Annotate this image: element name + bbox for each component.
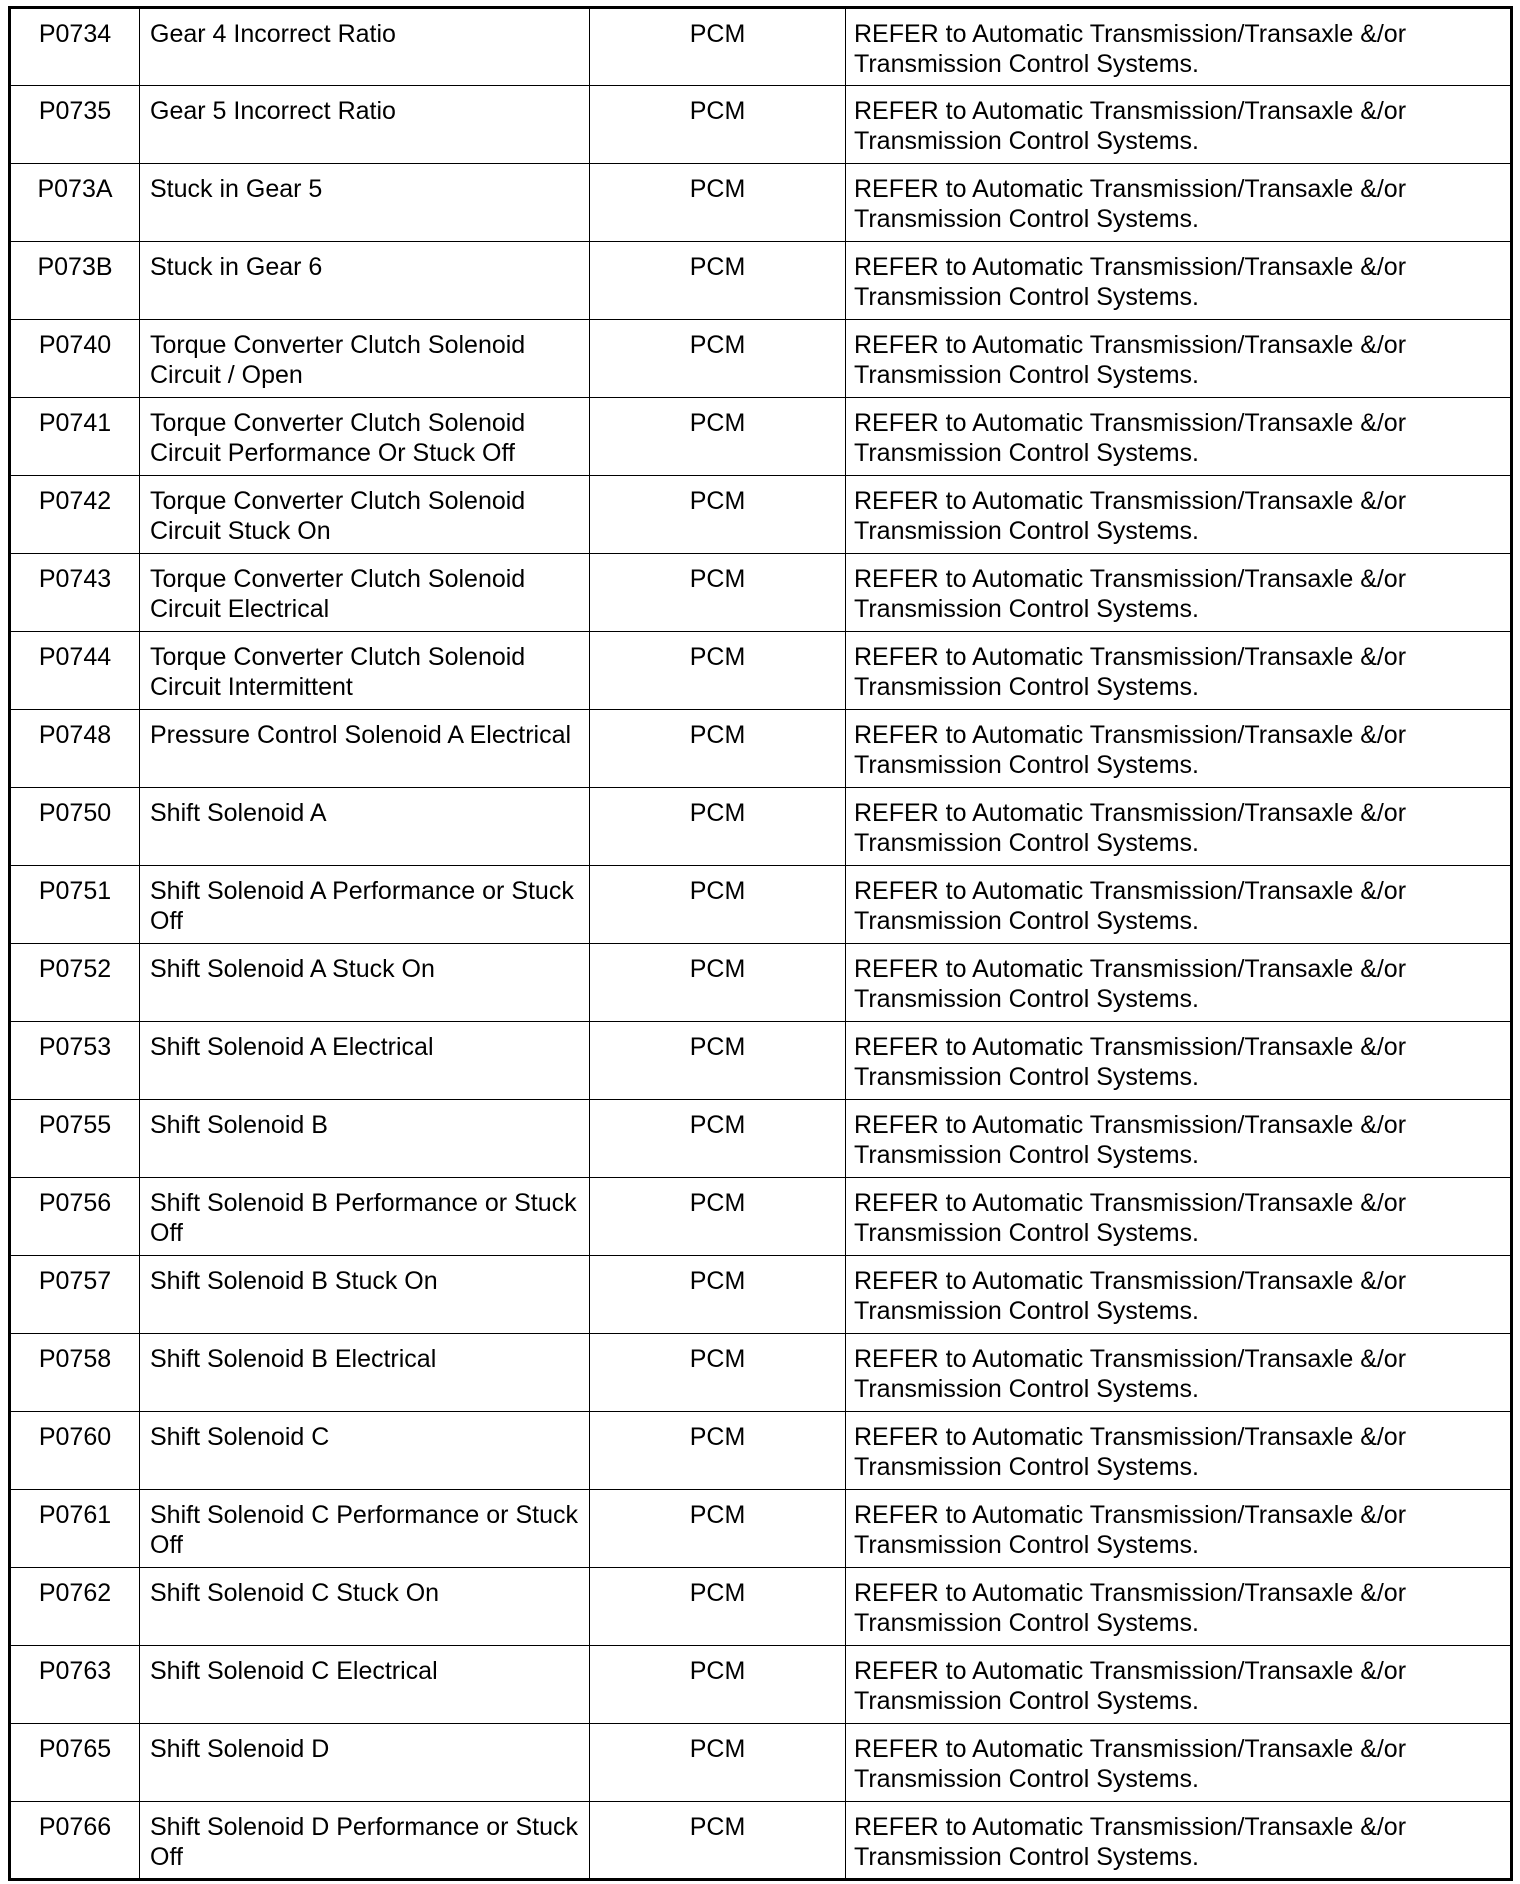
dtc-code: P0750	[10, 788, 140, 866]
dtc-module: PCM	[590, 1724, 846, 1802]
dtc-action: REFER to Automatic Transmission/Transaxle &/or Transmission Control Systems.	[846, 1646, 1512, 1724]
table-row	[10, 1100, 1512, 1178]
dtc-description: Shift Solenoid A Performance or Stuck Off	[140, 866, 590, 944]
dtc-code: P0755	[10, 1100, 140, 1178]
table-row	[10, 788, 1512, 866]
dtc-description: Shift Solenoid B Performance or Stuck Off	[140, 1178, 590, 1256]
table-row	[10, 632, 1512, 710]
table-row	[10, 1802, 1512, 1880]
table-row	[10, 1412, 1512, 1490]
dtc-module: PCM	[590, 1022, 846, 1100]
dtc-code: P0765	[10, 1724, 140, 1802]
dtc-code: P0741	[10, 398, 140, 476]
table-row	[10, 1490, 1512, 1568]
dtc-description: Shift Solenoid B Stuck On	[140, 1256, 590, 1334]
dtc-description: Shift Solenoid C Performance or Stuck Off	[140, 1490, 590, 1568]
dtc-action: REFER to Automatic Transmission/Transaxle &/or Transmission Control Systems.	[846, 164, 1512, 242]
dtc-action: REFER to Automatic Transmission/Transaxle &/or Transmission Control Systems.	[846, 866, 1512, 944]
dtc-action: REFER to Automatic Transmission/Transaxle &/or Transmission Control Systems.	[846, 710, 1512, 788]
dtc-description: Shift Solenoid D	[140, 1724, 590, 1802]
table-row	[10, 1178, 1512, 1256]
dtc-code: P0763	[10, 1646, 140, 1724]
dtc-module: PCM	[590, 320, 846, 398]
dtc-description: Pressure Control Solenoid A Electrical	[140, 710, 590, 788]
dtc-code: P0740	[10, 320, 140, 398]
dtc-module: PCM	[590, 242, 846, 320]
dtc-module: PCM	[590, 944, 846, 1022]
dtc-action: REFER to Automatic Transmission/Transaxle &/or Transmission Control Systems.	[846, 788, 1512, 866]
table-row	[10, 164, 1512, 242]
dtc-code: P0743	[10, 554, 140, 632]
table-row	[10, 242, 1512, 320]
dtc-description: Shift Solenoid C	[140, 1412, 590, 1490]
dtc-code: P0758	[10, 1334, 140, 1412]
dtc-description: Shift Solenoid D Performance or Stuck Off	[140, 1802, 590, 1880]
dtc-code: P0766	[10, 1802, 140, 1880]
dtc-description: Shift Solenoid A	[140, 788, 590, 866]
dtc-code: P0753	[10, 1022, 140, 1100]
dtc-code: P0735	[10, 86, 140, 164]
dtc-module: PCM	[590, 1802, 846, 1880]
dtc-module: PCM	[590, 1178, 846, 1256]
dtc-code: P0734	[10, 8, 140, 86]
dtc-action: REFER to Automatic Transmission/Transaxle &/or Transmission Control Systems.	[846, 1100, 1512, 1178]
dtc-module: PCM	[590, 1100, 846, 1178]
dtc-description: Stuck in Gear 6	[140, 242, 590, 320]
dtc-description: Gear 5 Incorrect Ratio	[140, 86, 590, 164]
dtc-module: PCM	[590, 1490, 846, 1568]
table-row	[10, 944, 1512, 1022]
table-row	[10, 554, 1512, 632]
dtc-action: REFER to Automatic Transmission/Transaxle &/or Transmission Control Systems.	[846, 1568, 1512, 1646]
dtc-action: REFER to Automatic Transmission/Transaxle &/or Transmission Control Systems.	[846, 632, 1512, 710]
table-row	[10, 1724, 1512, 1802]
dtc-description: Shift Solenoid C Stuck On	[140, 1568, 590, 1646]
dtc-action: REFER to Automatic Transmission/Transaxle &/or Transmission Control Systems.	[846, 1022, 1512, 1100]
table-row	[10, 1568, 1512, 1646]
dtc-module: PCM	[590, 8, 846, 86]
table-row	[10, 710, 1512, 788]
dtc-module: PCM	[590, 1256, 846, 1334]
dtc-module: PCM	[590, 866, 846, 944]
dtc-module: PCM	[590, 788, 846, 866]
dtc-module: PCM	[590, 86, 846, 164]
table-row	[10, 1022, 1512, 1100]
dtc-action: REFER to Automatic Transmission/Transaxle &/or Transmission Control Systems.	[846, 86, 1512, 164]
dtc-module: PCM	[590, 632, 846, 710]
dtc-description: Shift Solenoid B Electrical	[140, 1334, 590, 1412]
dtc-module: PCM	[590, 1412, 846, 1490]
table-row	[10, 398, 1512, 476]
dtc-code: P0742	[10, 476, 140, 554]
dtc-code: P073A	[10, 164, 140, 242]
table-row	[10, 1256, 1512, 1334]
dtc-action: REFER to Automatic Transmission/Transaxle &/or Transmission Control Systems.	[846, 8, 1512, 86]
table-row	[10, 320, 1512, 398]
dtc-module: PCM	[590, 398, 846, 476]
dtc-action: REFER to Automatic Transmission/Transaxle &/or Transmission Control Systems.	[846, 1724, 1512, 1802]
dtc-code: P0761	[10, 1490, 140, 1568]
dtc-code: P0757	[10, 1256, 140, 1334]
dtc-description: Torque Converter Clutch Solenoid Circuit Stuck On	[140, 476, 590, 554]
dtc-module: PCM	[590, 1334, 846, 1412]
dtc-description: Torque Converter Clutch Solenoid Circuit Electrical	[140, 554, 590, 632]
dtc-action: REFER to Automatic Transmission/Transaxle &/or Transmission Control Systems.	[846, 320, 1512, 398]
table-row	[10, 86, 1512, 164]
table-row	[10, 8, 1512, 86]
dtc-code: P073B	[10, 242, 140, 320]
dtc-module: PCM	[590, 476, 846, 554]
table-row	[10, 1646, 1512, 1724]
dtc-action: REFER to Automatic Transmission/Transaxle &/or Transmission Control Systems.	[846, 1256, 1512, 1334]
dtc-code: P0762	[10, 1568, 140, 1646]
dtc-description: Shift Solenoid A Electrical	[140, 1022, 590, 1100]
dtc-description: Torque Converter Clutch Solenoid Circuit / Open	[140, 320, 590, 398]
dtc-code: P0744	[10, 632, 140, 710]
dtc-action: REFER to Automatic Transmission/Transaxle &/or Transmission Control Systems.	[846, 476, 1512, 554]
dtc-action: REFER to Automatic Transmission/Transaxle &/or Transmission Control Systems.	[846, 1490, 1512, 1568]
dtc-code: P0756	[10, 1178, 140, 1256]
dtc-module: PCM	[590, 1646, 846, 1724]
dtc-description: Gear 4 Incorrect Ratio	[140, 8, 590, 86]
dtc-action: REFER to Automatic Transmission/Transaxle &/or Transmission Control Systems.	[846, 242, 1512, 320]
table-row	[10, 866, 1512, 944]
dtc-table	[8, 6, 1513, 1881]
dtc-action: REFER to Automatic Transmission/Transaxle &/or Transmission Control Systems.	[846, 1412, 1512, 1490]
dtc-description: Torque Converter Clutch Solenoid Circuit Intermittent	[140, 632, 590, 710]
dtc-module: PCM	[590, 554, 846, 632]
dtc-code: P0760	[10, 1412, 140, 1490]
dtc-table-body	[10, 8, 1512, 1880]
table-row	[10, 1334, 1512, 1412]
table-row	[10, 476, 1512, 554]
dtc-module: PCM	[590, 1568, 846, 1646]
dtc-action: REFER to Automatic Transmission/Transaxle &/or Transmission Control Systems.	[846, 1178, 1512, 1256]
dtc-action: REFER to Automatic Transmission/Transaxle &/or Transmission Control Systems.	[846, 554, 1512, 632]
dtc-action: REFER to Automatic Transmission/Transaxle &/or Transmission Control Systems.	[846, 944, 1512, 1022]
dtc-description: Shift Solenoid A Stuck On	[140, 944, 590, 1022]
dtc-code: P0751	[10, 866, 140, 944]
dtc-action: REFER to Automatic Transmission/Transaxle &/or Transmission Control Systems.	[846, 398, 1512, 476]
dtc-code: P0752	[10, 944, 140, 1022]
dtc-code: P0748	[10, 710, 140, 788]
dtc-action: REFER to Automatic Transmission/Transaxle &/or Transmission Control Systems.	[846, 1334, 1512, 1412]
dtc-description: Torque Converter Clutch Solenoid Circuit Performance Or Stuck Off	[140, 398, 590, 476]
dtc-description: Shift Solenoid B	[140, 1100, 590, 1178]
dtc-action: REFER to Automatic Transmission/Transaxle &/or Transmission Control Systems.	[846, 1802, 1512, 1880]
dtc-module: PCM	[590, 164, 846, 242]
dtc-description: Stuck in Gear 5	[140, 164, 590, 242]
dtc-description: Shift Solenoid C Electrical	[140, 1646, 590, 1724]
dtc-module: PCM	[590, 710, 846, 788]
